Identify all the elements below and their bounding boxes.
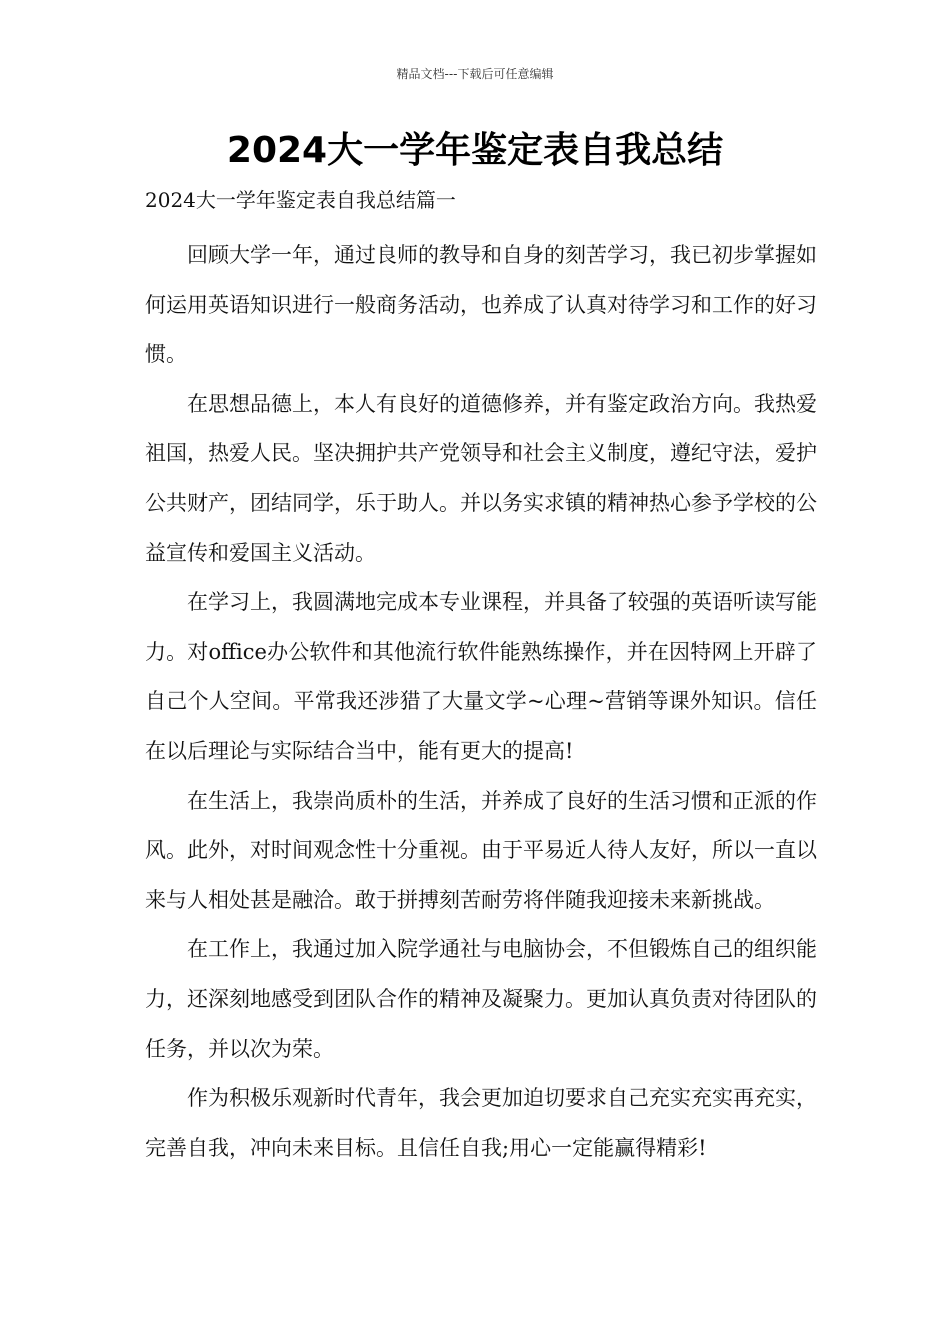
document-body xyxy=(145,231,817,1173)
section-heading: 2024大一学年鉴定表自我总结篇一 xyxy=(145,188,456,212)
document-title: 2024大一学年鉴定表自我总结 xyxy=(226,130,724,171)
paragraph: 作为积极乐观新时代青年，我会更加迫切要求自己充实充实再充实，完善自我，冲向未来目标。且信任自我;用心一定能赢得精彩! xyxy=(145,1086,817,1160)
paragraph: 在学习上，我圆满地完成本专业课程，并具备了较强的英语听读写能力。对office办公软件和其他流行软件能熟练操作，并在因特网上开辟了自己个人空间。平常我还涉猎了大量文学~心理~营销等课外知识。信任在以后理论与实际结合当中，能有更大的提高! xyxy=(145,590,817,763)
paragraph: 在生活上，我崇尚质朴的生活，并养成了良好的生活习惯和正派的作风。此外，对时间观念性十分重视。由于平易近人待人友好，所以一直以来与人相处甚是融洽。敢于拼搏刻苦耐劳将伴随我迎接未来新挑战。 xyxy=(145,788,817,912)
page-header: 精品文档---下载后可任意编辑 xyxy=(396,67,554,81)
paragraph: 回顾大学一年，通过良师的教导和自身的刻苦学习，我已初步掌握如何运用英语知识进行一般商务活动，也养成了认真对待学习和工作的好习惯。 xyxy=(145,243,817,367)
paragraph: 在工作上，我通过加入院学通社与电脑协会，不但锻炼自己的组织能力，还深刻地感受到团队合作的精神及凝聚力。更加认真负责对待团队的任务，并以次为荣。 xyxy=(145,937,817,1061)
paragraph: 在思想品德上，本人有良好的道德修养，并有鉴定政治方向。我热爱祖国，热爱人民。坚决拥护共产党领导和社会主义制度，遵纪守法，爱护公共财产，团结同学，乐于助人。并以务实求镇的精神热心参予学校的公益宣传和爱国主义活动。 xyxy=(145,391,817,565)
